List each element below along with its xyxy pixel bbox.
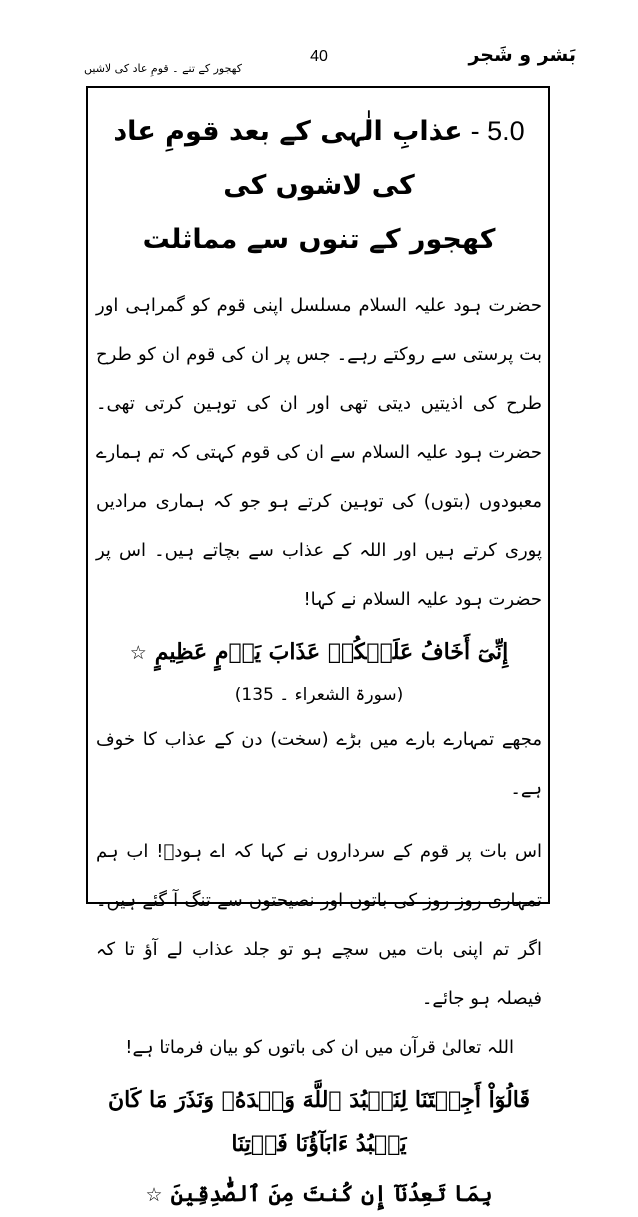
running-head: کھجور کے تنے ۔ قومِ عاد کی لاشیں: [84, 62, 242, 75]
section-title-line2: کھجور کے تنوں سے مماثلت: [142, 224, 496, 255]
paragraph-3: [96, 1023, 542, 1072]
paragraph-1: حضرت ہود علیہ السلام مسلسل اپنی قوم کو گمراہی اور بت پرستی سے روکتے رہے۔ جس پر ان کی قوم ان کو طرح طرح کی اذیتیں دیتی تھی اور ان کی توہین کرتی تھی۔ حضرت ہود علیہ السلام سے ان کی قوم کہتی کہ تم ہمارے معبودوں (بتوں) کی توہین کرتے ہو جو کہ ہماری مرادیں پوری کرتے ہیں اور اللہ کے عذاب سے بچاتے ہیں۔ اس پر حضرت ہود علیہ السلام نے کہا!: [96, 295, 542, 610]
section-number: 5.0 -: [470, 116, 525, 146]
quran-verse-2-line-2: [96, 1172, 542, 1217]
verse-reference-1: (سورۃ الشعراء ۔ 135): [234, 685, 404, 705]
section-title-line1: عذابِ الٰہی کے بعد قومِ عاد کی لاشوں کی: [113, 116, 463, 201]
paragraph-3-text: اللہ تعالیٰ قرآن میں ان کی باتوں کو بیان فرماتا ہے!: [125, 1037, 514, 1058]
book-title: بَشر و شَجر: [468, 44, 576, 66]
page-number: 40: [310, 48, 328, 65]
quran-verse-2-line-1: قَالُوٓاْ أَجِئۡتَنَا لِنَعۡبُدَ ٱللَّهَ وَحۡدَهُۥ وَنَذَرَ مَا كَانَ يَعۡبُدُ ءَابَآؤُنَا فَأۡتِنَا: [107, 1087, 531, 1157]
star-icon: ☆: [145, 1184, 163, 1206]
spacer: [96, 813, 542, 827]
quran-verse-1-text: إِنِّیٓ أَخَافُ عَلَیۡکُمۡ عَذَابَ یَوۡمٍ عَظِیمٍ: [154, 639, 509, 665]
verse-translation-1: مجھے تمہارے بارے میں بڑے (سخت) دن کے عذاب کا خوف ہے۔: [96, 729, 542, 799]
quran-verse-2-text: بِمَا تَعِدُنَآ إِن كُنتَ مِنَ ٱلصَّٰدِقِينَ: [170, 1181, 493, 1207]
section-heading: [96, 104, 542, 213]
star-icon: ☆: [129, 642, 147, 664]
quran-verse-1: [96, 630, 542, 675]
page-content: [96, 104, 542, 1217]
page-header: [0, 0, 638, 86]
paragraph-2: اس بات پر قوم کے سرداروں نے کہا کہ اے ہودؑ! اب ہم تمہاری روز روز کی باتوں اور نصیحتوں سے تنگ آ گئے ہیں۔ اگر تم اپنی بات میں سچے ہو تو جلد عذاب لے آؤ تا کہ فیصلہ ہو جائے۔: [96, 841, 542, 1009]
